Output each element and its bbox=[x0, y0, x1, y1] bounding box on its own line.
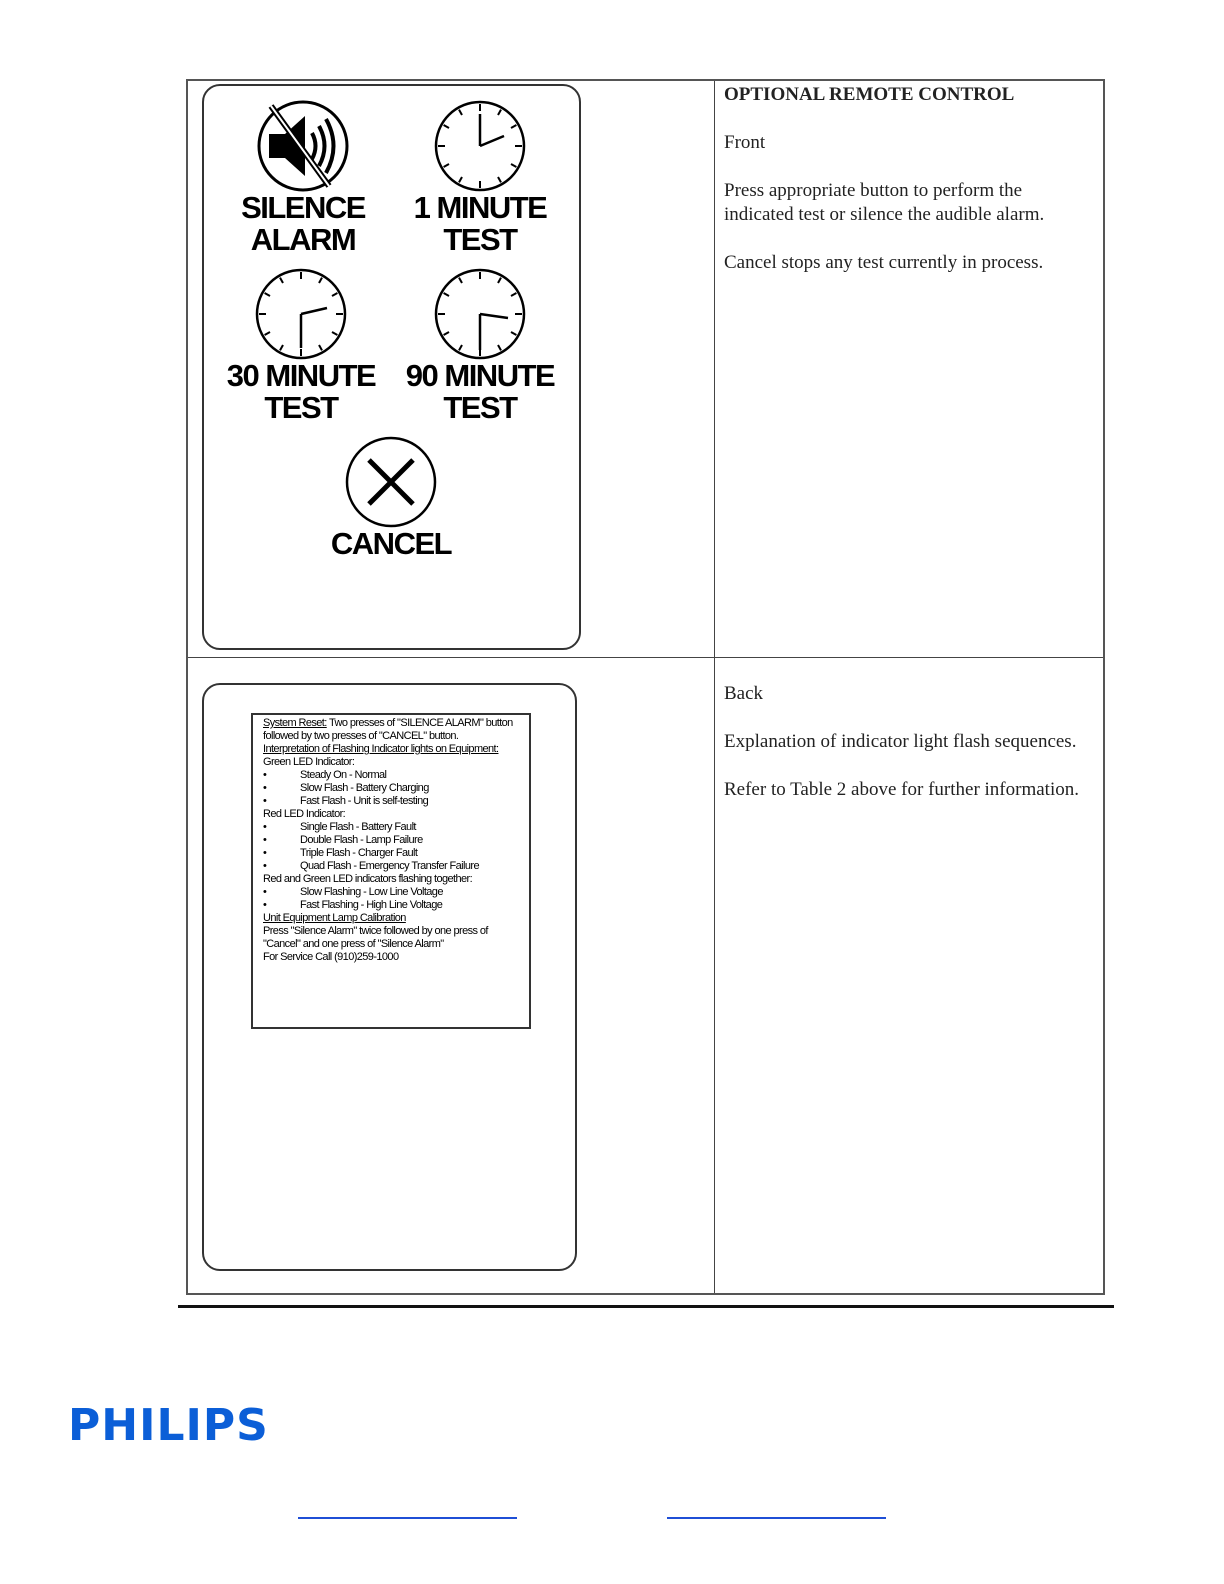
calibration-title: Unit Equipment Lamp Calibration bbox=[263, 912, 406, 924]
front-description bbox=[724, 83, 1094, 299]
back-description bbox=[724, 682, 1094, 826]
remote-control-table bbox=[186, 79, 1105, 1295]
front-paragraph-1: Press appropriate button to perform the indicated test or silence the audible alarm. bbox=[724, 180, 1045, 225]
ninety-minute-label-2: TEST bbox=[443, 390, 517, 425]
thirty-minute-label-1: 30 MINUTE bbox=[226, 358, 376, 393]
instruction-label bbox=[251, 713, 531, 1029]
remote-front-illustration bbox=[202, 84, 581, 650]
ninety-minute-test-button bbox=[400, 268, 560, 424]
system-reset-title: System Reset: bbox=[263, 717, 327, 729]
back-paragraph-1: Explanation of indicator light flash sequences. bbox=[724, 731, 1077, 752]
thirty-minute-label-2: TEST bbox=[264, 390, 338, 425]
row-divider bbox=[188, 657, 1103, 658]
interpretation-title: Interpretation of Flashing Indicator lights on Equipment: bbox=[263, 743, 499, 755]
column-divider bbox=[714, 81, 715, 1293]
ninety-minute-label-1: 90 MINUTE bbox=[405, 358, 555, 393]
red-led-title: Red LED Indicator: bbox=[263, 808, 346, 820]
silence-alarm-label-1: SILENCE bbox=[241, 190, 365, 225]
list-item: • Steady On - Normal bbox=[263, 769, 387, 781]
footer-link-1[interactable] bbox=[298, 1517, 517, 1519]
list-item: • Single Flash - Battery Fault bbox=[263, 821, 416, 833]
list-item: • Slow Flashing - Low Line Voltage bbox=[263, 886, 443, 898]
clock-icon bbox=[255, 268, 347, 360]
remote-back-illustration bbox=[202, 683, 577, 1271]
list-item: • Triple Flash - Charger Fault bbox=[263, 847, 418, 859]
list-item: • Fast Flashing - High Line Voltage bbox=[263, 899, 443, 911]
front-paragraph-2: Cancel stops any test currently in process. bbox=[724, 252, 1044, 273]
silence-alarm-label-2: ALARM bbox=[250, 222, 356, 257]
front-side-label: Front bbox=[724, 132, 766, 153]
footer-rule bbox=[178, 1305, 1114, 1308]
list-item: • Slow Flash - Battery Charging bbox=[263, 782, 429, 794]
one-minute-test-button bbox=[410, 100, 550, 256]
footer-link-2[interactable] bbox=[667, 1517, 886, 1519]
system-reset-text bbox=[263, 717, 519, 743]
clock-icon bbox=[434, 268, 526, 360]
list-item: • Double Flash - Lamp Failure bbox=[263, 834, 423, 846]
philips-logo: PHILIPS bbox=[68, 1400, 269, 1451]
cancel-x-icon bbox=[345, 436, 437, 528]
thirty-minute-test-button bbox=[220, 268, 382, 424]
speaker-muted-icon bbox=[255, 100, 351, 192]
clock-icon bbox=[434, 100, 526, 192]
one-minute-label-1: 1 MINUTE bbox=[413, 190, 547, 225]
list-item: • Quad Flash - Emergency Transfer Failure bbox=[263, 860, 479, 872]
list-item: • Fast Flash - Unit is self-testing bbox=[263, 795, 429, 807]
system-reset-body: Two presses of "SILENCE ALARM" button followed by two presses of "CANCEL" button. bbox=[263, 717, 513, 742]
silence-alarm-button bbox=[238, 100, 368, 256]
section-heading: OPTIONAL REMOTE CONTROL bbox=[724, 84, 1015, 105]
back-paragraph-2: Refer to Table 2 above for further information. bbox=[724, 779, 1079, 800]
green-led-title: Green LED Indicator: bbox=[263, 756, 355, 768]
cancel-label: CANCEL bbox=[330, 526, 452, 561]
both-led-title: Red and Green LED indicators flashing together: bbox=[263, 873, 473, 885]
back-side-label: Back bbox=[724, 683, 764, 704]
one-minute-label-2: TEST bbox=[443, 222, 517, 257]
cancel-button bbox=[318, 436, 464, 560]
service-text: For Service Call (910)259-1000 bbox=[263, 951, 399, 963]
calibration-text: Press "Silence Alarm" twice followed by one press of "Cancel" and one press of "Silence Alarm" bbox=[263, 925, 488, 950]
